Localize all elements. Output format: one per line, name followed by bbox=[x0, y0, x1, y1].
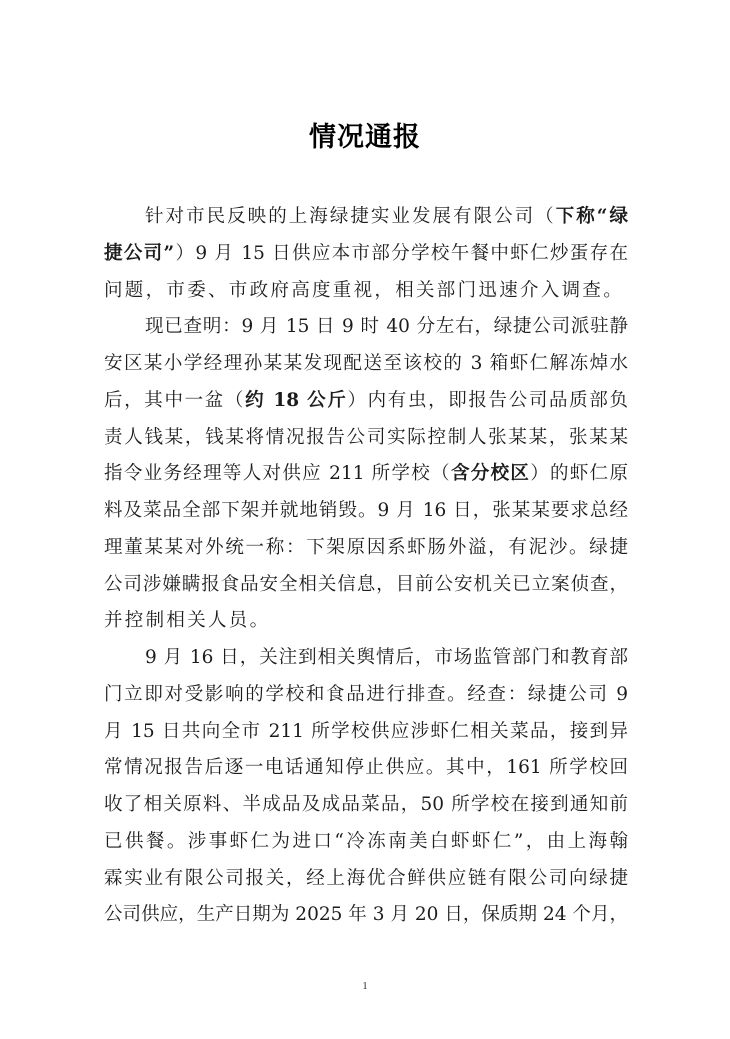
text-segment: 已供餐。涉事虾仁为进口“冷冻南美白虾虾仁”，由上海翰 bbox=[104, 830, 628, 852]
bold-text-segment: 含分校区 bbox=[450, 463, 531, 485]
text-segment: 责人钱某，钱某将情况报告公司实际控制人张某某，张某某 bbox=[104, 426, 628, 448]
text-segment: 常情况报告后逐一电话通知停止供应。其中，161 所学校回 bbox=[104, 757, 628, 779]
text-segment: 收了相关原料、半成品及成品菜品，50 所学校在接到通知前 bbox=[104, 794, 628, 815]
text-segment: 公司供应，生产日期为 2025 年 3 月 20 日，保质期 24 个月， bbox=[104, 904, 628, 926]
text-line bbox=[104, 861, 628, 898]
text-line bbox=[104, 897, 628, 934]
document-body bbox=[104, 199, 628, 934]
bold-text-segment: 下称“绿 bbox=[555, 206, 628, 227]
text-segment: 料及菜品全部下架并就地销毁。9 月 16 日，张某某要求总经 bbox=[104, 500, 628, 521]
text-segment: 公司涉嫌瞒报食品安全相关信息，目前公安机关已立案侦查， bbox=[104, 573, 628, 595]
text-line bbox=[104, 714, 628, 751]
text-line bbox=[104, 824, 628, 861]
text-line bbox=[104, 236, 628, 273]
text-line bbox=[104, 383, 628, 420]
text-segment: 现已查明：9 月 15 日 9 时 40 分左右，绿捷公司派驻静 bbox=[145, 316, 628, 338]
document-title: 情况通报 bbox=[309, 122, 421, 153]
text-segment: 9 月 16 日，关注到相关舆情后，市场监管部门和教育部 bbox=[145, 647, 628, 668]
page-number: 1 bbox=[362, 980, 368, 992]
text-segment: ）的虾仁原 bbox=[530, 463, 628, 485]
text-segment: 指令业务经理等人对供应 211 所学校（ bbox=[104, 463, 451, 485]
text-line bbox=[104, 346, 628, 383]
paragraph bbox=[104, 640, 628, 934]
text-line bbox=[104, 567, 628, 604]
text-segment: 后，其中一盆（ bbox=[104, 389, 246, 411]
text-segment: 并控制相关人员。 bbox=[104, 610, 271, 632]
paragraph bbox=[104, 199, 628, 309]
text-segment: 安区某小学经理孙某某发现配送至该校的 3 箱虾仁解冻焯水 bbox=[104, 353, 628, 374]
text-line bbox=[104, 677, 628, 714]
text-line bbox=[104, 309, 628, 346]
text-line bbox=[104, 420, 628, 457]
text-line bbox=[104, 493, 628, 530]
text-line bbox=[104, 199, 628, 236]
text-segment: ）内有虫，即报告公司品质部负 bbox=[347, 389, 628, 411]
text-segment: 理董某某对外统一称：下架原因系虾肠外溢，有泥沙。绿捷 bbox=[104, 536, 628, 558]
text-segment: 霖实业有限公司报关，经上海优合鲜供应链有限公司向绿捷 bbox=[104, 867, 628, 889]
text-segment: ）9 月 15 日供应本市部分学校午餐中虾仁炒蛋存在 bbox=[174, 242, 628, 264]
text-line bbox=[104, 640, 628, 677]
text-line bbox=[104, 530, 628, 567]
text-segment: 问题，市委、市政府高度重视，相关部门迅速介入调查。 bbox=[104, 279, 625, 301]
text-line bbox=[104, 787, 628, 824]
text-line bbox=[104, 750, 628, 787]
text-segment: 月 15 日共向全市 211 所学校供应涉虾仁相关菜品，接到异 bbox=[104, 720, 628, 742]
text-line bbox=[104, 456, 628, 493]
paragraph bbox=[104, 309, 628, 640]
text-line bbox=[104, 603, 628, 640]
bold-text-segment: 捷公司” bbox=[104, 242, 175, 264]
text-line bbox=[104, 273, 628, 310]
bold-text-segment: 约 18 公斤 bbox=[245, 389, 348, 411]
text-segment: 门立即对受影响的学校和食品进行排查。经查：绿捷公司 9 bbox=[104, 683, 628, 705]
text-segment: 针对市民反映的上海绿捷实业发展有限公司（ bbox=[145, 206, 556, 227]
